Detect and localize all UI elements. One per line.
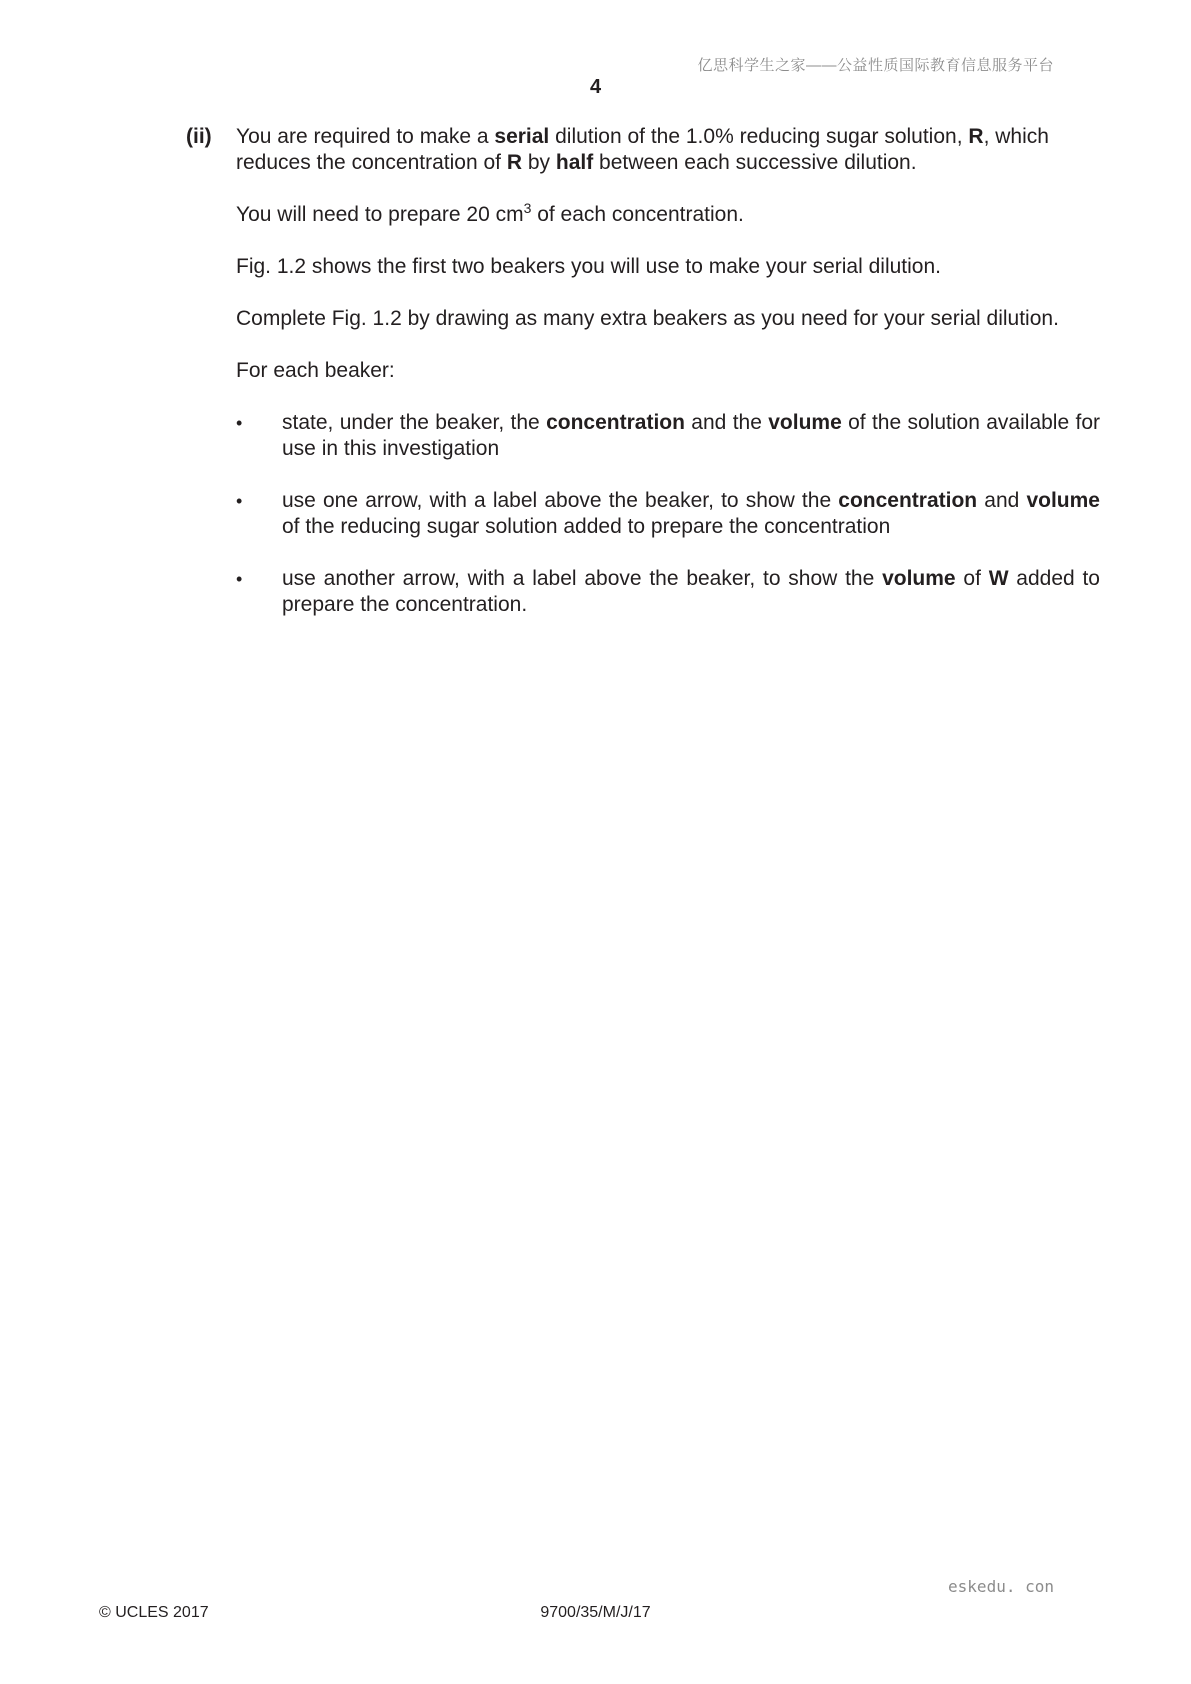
page-number: 4 bbox=[589, 76, 602, 98]
instruction-for-each-beaker: For each beaker: bbox=[236, 359, 395, 382]
paper-code: 9700/35/M/J/17 bbox=[540, 1604, 651, 1621]
bullet-icon: • bbox=[236, 491, 243, 511]
list-item: • use one arrow, with a label above the beaker, to show the concentration and volume of the reducing sugar solution added to prepare the concentration bbox=[236, 489, 1100, 538]
instruction-figure-ref: Fig. 1.2 shows the first two beakers you will use to make your serial dilution. bbox=[236, 255, 941, 278]
header-watermark: 亿思科学生之家——公益性质国际教育信息服务平台 bbox=[697, 57, 1054, 74]
part-label: (ii) bbox=[186, 125, 212, 148]
instruction-serial-dilution: You are required to make a serial dilution of the 1.0% reducing sugar solution, R, which reduces the concentration of R by half between each successive dilution. bbox=[236, 125, 1049, 174]
instruction-complete-figure: Complete Fig. 1.2 by drawing as many extra beakers as you need for your serial dilution. bbox=[236, 307, 1059, 330]
question-body bbox=[236, 124, 1100, 644]
instruction-volume: You will need to prepare 20 $cm^3$ of each concentration. bbox=[236, 200, 744, 226]
copyright: © UCLES 2017 bbox=[99, 1604, 209, 1621]
bullet-icon: • bbox=[236, 569, 243, 589]
bullet-icon: • bbox=[236, 413, 243, 433]
beaker-instructions-list bbox=[236, 410, 1100, 618]
footer-watermark: eskedu. con bbox=[948, 1577, 1054, 1596]
list-item: • state, under the beaker, the concentration and the volume of the solution available for use in this investigation bbox=[236, 411, 1100, 460]
list-item: • use another arrow, with a label above the beaker, to show the volume of W added to prepare the concentration. bbox=[236, 567, 1100, 616]
